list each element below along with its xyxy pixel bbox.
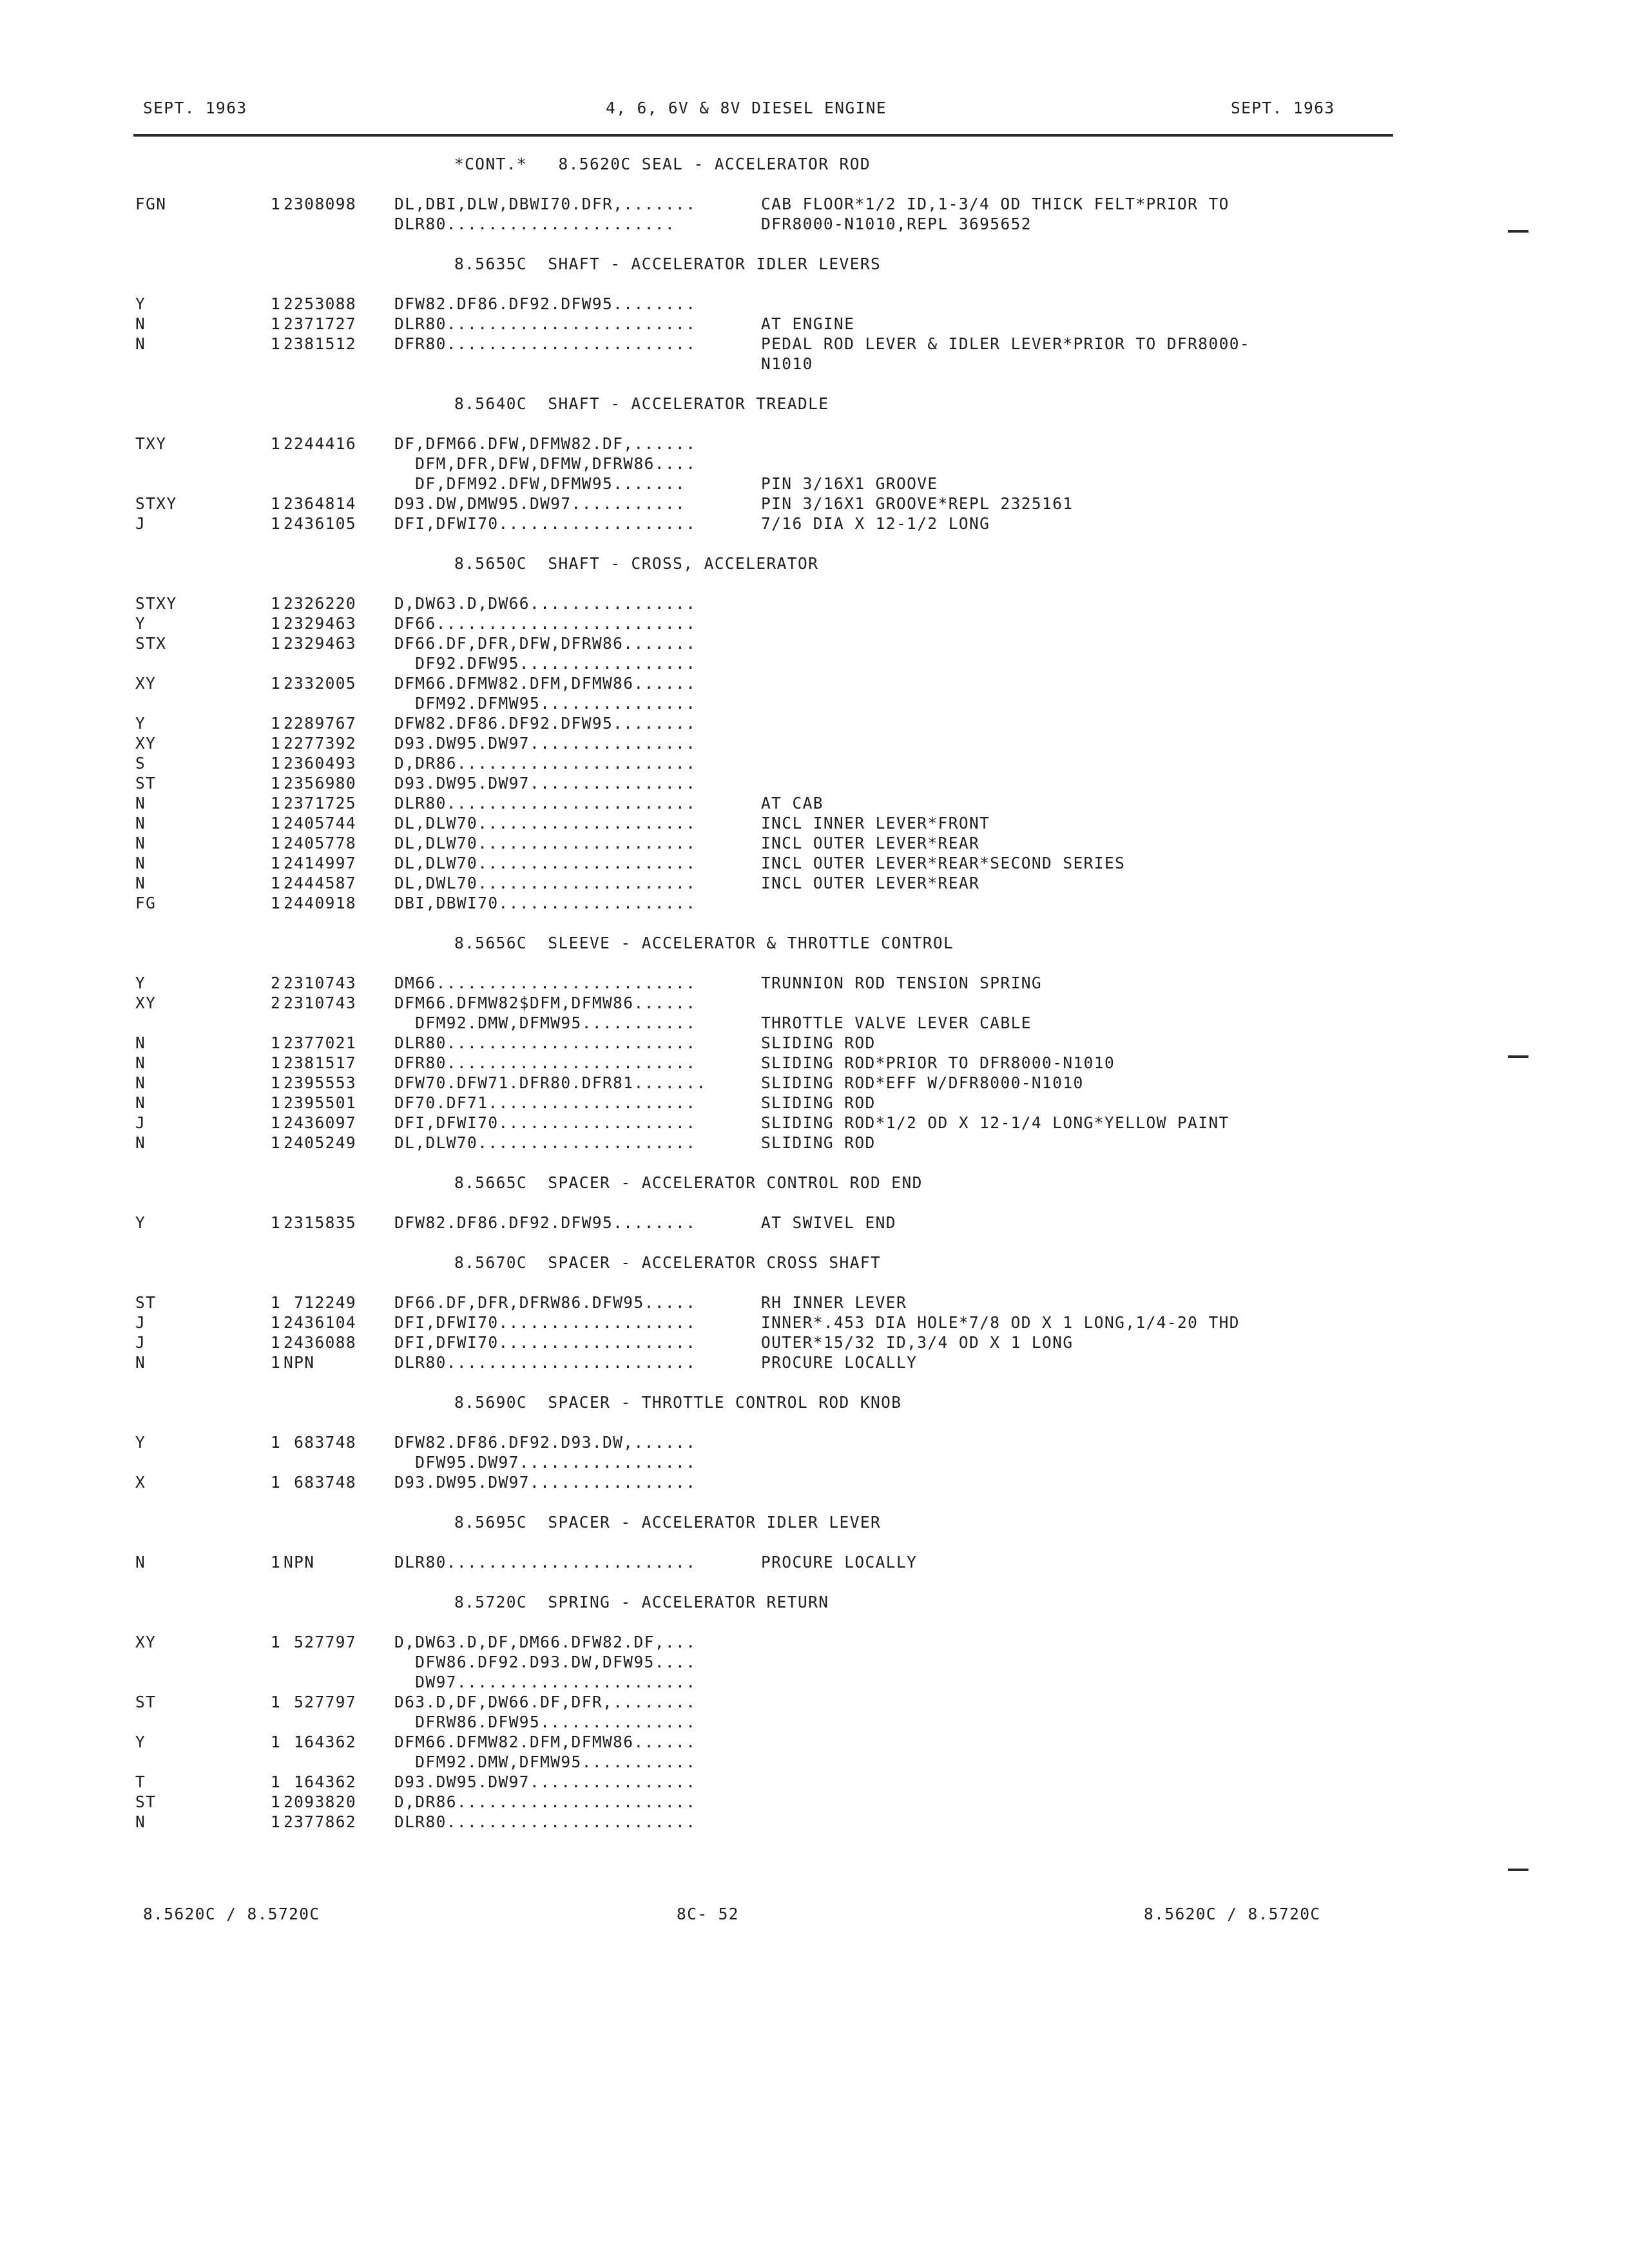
- parts-row: [0, 1552, 1629, 1572]
- catalog-section: [0, 254, 1629, 394]
- part-number: 2360493: [284, 754, 357, 773]
- application: D93.DW95.DW97................: [394, 1773, 697, 1791]
- parts-row: [0, 813, 1629, 833]
- footer-center: 8C- 52: [677, 1905, 739, 1923]
- part-number: 2329463: [284, 614, 357, 633]
- model-code: N: [135, 874, 146, 892]
- section-title: 8.5665C SPACER - ACCELERATOR CONTROL ROD END: [454, 1173, 923, 1192]
- quantity: 1: [271, 634, 282, 653]
- quantity: 1: [271, 874, 282, 892]
- model-code: XY: [135, 674, 157, 693]
- parts-row: [0, 1213, 1629, 1233]
- application: DL,DLW70.....................: [394, 814, 697, 832]
- application: DF92.DFW95.................: [394, 654, 697, 673]
- model-code: FG: [135, 894, 157, 912]
- model-code: X: [135, 1473, 146, 1492]
- remarks: RH INNER LEVER: [761, 1293, 907, 1312]
- parts-list: [0, 154, 1629, 1832]
- quantity: 1: [271, 434, 282, 453]
- header-rule: [133, 134, 1393, 137]
- parts-row: [0, 1632, 1629, 1652]
- quantity: 1: [271, 314, 282, 333]
- quantity: 1: [271, 834, 282, 852]
- application: D,DW63.D,DW66................: [394, 594, 697, 613]
- remarks: PROCURE LOCALLY: [761, 1353, 918, 1372]
- part-number: 2364814: [284, 494, 357, 513]
- remarks: THROTTLE VALVE LEVER CABLE: [761, 1014, 1032, 1032]
- application: DFW82.DF86.DF92.DFW95........: [394, 714, 697, 733]
- model-code: N: [135, 1133, 146, 1152]
- quantity: 1: [271, 1792, 282, 1811]
- model-code: Y: [135, 974, 146, 992]
- quantity: 1: [271, 1433, 282, 1452]
- remarks: INCL INNER LEVER*FRONT: [761, 814, 990, 832]
- margin-mark: [1508, 230, 1528, 233]
- section-title: 8.5695C SPACER - ACCELERATOR IDLER LEVER: [454, 1513, 882, 1532]
- model-code: N: [135, 1553, 146, 1571]
- model-code: N: [135, 1353, 146, 1372]
- model-code: N: [135, 854, 146, 872]
- part-number: 2381517: [284, 1053, 357, 1072]
- quantity: 1: [271, 1293, 282, 1312]
- part-number: 2395553: [284, 1073, 357, 1092]
- application: DL,DLW70.....................: [394, 854, 697, 872]
- application: DL,DBI,DLW,DBWI70.DFR,.......: [394, 195, 697, 213]
- quantity: 1: [271, 1073, 282, 1092]
- application: DFM92.DMW,DFMW95...........: [394, 1014, 697, 1032]
- model-code: N: [135, 1033, 146, 1052]
- part-number: 2444587: [284, 874, 357, 892]
- header-center: 4, 6, 6V & 8V DIESEL ENGINE: [606, 99, 887, 117]
- quantity: 1: [271, 1633, 282, 1651]
- parts-row: [0, 454, 1629, 474]
- parts-row: [0, 214, 1629, 234]
- parts-row: [0, 593, 1629, 613]
- remarks: PROCURE LOCALLY: [761, 1553, 918, 1571]
- part-number: NPN: [284, 1353, 315, 1372]
- application: DF,DFM66.DFW,DFMW82.DF,......: [394, 434, 697, 453]
- model-code: S: [135, 754, 146, 773]
- model-code: ST: [135, 1293, 157, 1312]
- parts-row: [0, 314, 1629, 334]
- part-number: 2310743: [284, 994, 357, 1012]
- part-number: 2093820: [284, 1792, 357, 1811]
- catalog-section: [0, 1592, 1629, 1832]
- remarks: SLIDING ROD*EFF W/DFR8000-N1010: [761, 1073, 1084, 1092]
- parts-row: [0, 693, 1629, 713]
- quantity: 1: [271, 814, 282, 832]
- model-code: N: [135, 1812, 146, 1831]
- application: DFR80........................: [394, 334, 697, 353]
- quantity: 1: [271, 1053, 282, 1072]
- model-code: STXY: [135, 594, 177, 613]
- model-code: ST: [135, 1792, 157, 1811]
- catalog-section: [0, 933, 1629, 1173]
- application: DF70.DF71....................: [394, 1093, 697, 1112]
- model-code: N: [135, 814, 146, 832]
- application: DFW82.DF86.DF92.DFW95........: [394, 1213, 697, 1232]
- model-code: N: [135, 834, 146, 852]
- remarks: AT CAB: [761, 794, 824, 812]
- quantity: 1: [271, 734, 282, 753]
- model-code: FGN: [135, 195, 167, 213]
- quantity: 1: [271, 1313, 282, 1332]
- application: D,DR86.......................: [394, 754, 697, 773]
- remarks: 7/16 DIA X 12-1/2 LONG: [761, 514, 990, 533]
- remarks: PIN 3/16X1 GROOVE: [761, 474, 938, 493]
- model-code: XY: [135, 734, 157, 753]
- quantity: 1: [271, 1812, 282, 1831]
- parts-row: [0, 1472, 1629, 1492]
- application: DL,DLW70.....................: [394, 834, 697, 852]
- parts-row: [0, 294, 1629, 314]
- part-number: 2308098: [284, 195, 357, 213]
- parts-row: [0, 833, 1629, 853]
- part-number: 2329463: [284, 634, 357, 653]
- application: DFM66.DFMW82.DFM,DFMW86......: [394, 674, 697, 693]
- application: DFM66.DFMW82.DFM,DFMW86......: [394, 1733, 697, 1751]
- parts-row: [0, 733, 1629, 753]
- remarks: INCL OUTER LEVER*REAR*SECOND SERIES: [761, 854, 1126, 872]
- quantity: 1: [271, 1693, 282, 1711]
- application: DFI,DFWI70...................: [394, 1333, 697, 1352]
- application: DLR80........................: [394, 1353, 697, 1372]
- quantity: 1: [271, 774, 282, 793]
- model-code: N: [135, 1093, 146, 1112]
- section-title: 8.5656C SLEEVE - ACCELERATOR & THROTTLE CONTROL: [454, 934, 954, 952]
- parts-row: [0, 853, 1629, 873]
- application: D93.DW95.DW97................: [394, 1473, 697, 1492]
- application: DLR80........................: [394, 1812, 697, 1831]
- parts-row: [0, 354, 1629, 374]
- part-number: 2371727: [284, 314, 357, 333]
- quantity: 2: [271, 994, 282, 1012]
- parts-row: [0, 1652, 1629, 1672]
- quantity: 1: [271, 514, 282, 533]
- margin-mark: [1508, 1055, 1528, 1058]
- model-code: J: [135, 1313, 146, 1332]
- model-code: N: [135, 794, 146, 812]
- margin-mark: [1508, 1869, 1528, 1871]
- application: DL,DLW70.....................: [394, 1133, 697, 1152]
- remarks: PEDAL ROD LEVER & IDLER LEVER*PRIOR TO DFR8000-: [761, 334, 1251, 353]
- part-number: 2289767: [284, 714, 357, 733]
- application: DLR80........................: [394, 314, 697, 333]
- quantity: 1: [271, 614, 282, 633]
- remarks: SLIDING ROD*1/2 OD X 12-1/4 LONG*YELLOW PAINT: [761, 1113, 1229, 1132]
- application: DFR80........................: [394, 1053, 697, 1072]
- quantity: 1: [271, 794, 282, 812]
- application: DFW82.DF86.DF92.DFW95........: [394, 294, 697, 313]
- application: DM66.........................: [394, 974, 697, 992]
- remarks: INCL OUTER LEVER*REAR: [761, 834, 980, 852]
- part-number: 2377021: [284, 1033, 357, 1052]
- application: DLR80......................: [394, 215, 676, 233]
- quantity: 1: [271, 1553, 282, 1571]
- parts-row: [0, 1752, 1629, 1772]
- application: DF66.DF,DFR,DFW,DFRW86.......: [394, 634, 697, 653]
- parts-row: [0, 474, 1629, 494]
- parts-row: [0, 1133, 1629, 1153]
- remarks: CAB FLOOR*1/2 ID,1-3/4 OD THICK FELT*PRIOR TO: [761, 195, 1229, 213]
- remarks: PIN 3/16X1 GROOVE*REPL 2325161: [761, 494, 1074, 513]
- parts-row: [0, 1332, 1629, 1352]
- remarks: SLIDING ROD*PRIOR TO DFR8000-N1010: [761, 1053, 1115, 1072]
- quantity: 1: [271, 195, 282, 213]
- parts-row: [0, 973, 1629, 993]
- part-number: 712249: [284, 1293, 357, 1312]
- application: DFRW86.DFW95...............: [394, 1713, 697, 1731]
- remarks: N1010: [761, 354, 813, 373]
- model-code: ST: [135, 774, 157, 793]
- quantity: 1: [271, 594, 282, 613]
- part-number: 164362: [284, 1773, 357, 1791]
- section-title: 8.5635C SHAFT - ACCELERATOR IDLER LEVERS: [454, 255, 882, 273]
- model-code: N: [135, 334, 146, 353]
- model-code: N: [135, 1053, 146, 1072]
- application: DFM,DFR,DFW,DFMW,DFRW86....: [394, 454, 697, 473]
- model-code: STX: [135, 634, 167, 653]
- parts-row: [0, 1352, 1629, 1372]
- parts-row: [0, 653, 1629, 673]
- remarks: SLIDING ROD: [761, 1033, 876, 1052]
- parts-row: [0, 893, 1629, 913]
- parts-row: [0, 713, 1629, 733]
- parts-row: [0, 1432, 1629, 1452]
- quantity: 1: [271, 714, 282, 733]
- model-code: ST: [135, 1693, 157, 1711]
- part-number: 2405744: [284, 814, 357, 832]
- parts-row: [0, 1812, 1629, 1832]
- model-code: N: [135, 1073, 146, 1092]
- quantity: 1: [271, 1113, 282, 1132]
- footer-right: 8.5620C / 8.5720C: [1144, 1905, 1321, 1923]
- part-number: 2315835: [284, 1213, 357, 1232]
- part-number: 164362: [284, 1733, 357, 1751]
- parts-row: [0, 194, 1629, 214]
- application: D93.DW95.DW97................: [394, 774, 697, 793]
- catalog-section: [0, 1392, 1629, 1512]
- catalog-section: [0, 394, 1629, 553]
- model-code: Y: [135, 1213, 146, 1232]
- application: DF66.........................: [394, 614, 697, 633]
- parts-row: [0, 1712, 1629, 1732]
- parts-row: [0, 1093, 1629, 1113]
- parts-row: [0, 1053, 1629, 1073]
- remarks: AT SWIVEL END: [761, 1213, 896, 1232]
- application: D93.DW95.DW97................: [394, 734, 697, 753]
- parts-row: [0, 1732, 1629, 1752]
- model-code: XY: [135, 994, 157, 1012]
- application: D,DW63.D,DF,DM66.DFW82.DF,...: [394, 1633, 697, 1651]
- application: DFW95.DW97.................: [394, 1453, 697, 1472]
- parts-row: [0, 334, 1629, 354]
- quantity: 1: [271, 1733, 282, 1751]
- quantity: 1: [271, 1213, 282, 1232]
- part-number: 2436097: [284, 1113, 357, 1132]
- parts-row: [0, 1672, 1629, 1692]
- part-number: 2326220: [284, 594, 357, 613]
- catalog-section: [0, 1512, 1629, 1592]
- quantity: 1: [271, 1333, 282, 1352]
- quantity: 1: [271, 674, 282, 693]
- quantity: 1: [271, 294, 282, 313]
- quantity: 1: [271, 754, 282, 773]
- part-number: 2414997: [284, 854, 357, 872]
- header-left: SEPT. 1963: [143, 99, 247, 117]
- application: D63.D,DF,DW66.DF,DFR,........: [394, 1693, 697, 1711]
- model-code: J: [135, 1333, 146, 1352]
- quantity: 1: [271, 854, 282, 872]
- quantity: 1: [271, 1033, 282, 1052]
- parts-row: [0, 514, 1629, 533]
- parts-row: [0, 613, 1629, 633]
- parts-row: [0, 1692, 1629, 1712]
- part-number: 2436104: [284, 1313, 357, 1332]
- quantity: 1: [271, 494, 282, 513]
- catalog-section: [0, 1253, 1629, 1392]
- part-number: 2371725: [284, 794, 357, 812]
- parts-row: [0, 633, 1629, 653]
- section-title: 8.5670C SPACER - ACCELERATOR CROSS SHAFT: [454, 1253, 882, 1272]
- part-number: 2381512: [284, 334, 357, 353]
- parts-row: [0, 1113, 1629, 1133]
- model-code: Y: [135, 1433, 146, 1452]
- catalog-section: [0, 1173, 1629, 1253]
- remarks: INNER*.453 DIA HOLE*7/8 OD X 1 LONG,1/4-20 THD: [761, 1313, 1240, 1332]
- parts-row: [0, 1452, 1629, 1472]
- part-number: 2356980: [284, 774, 357, 793]
- model-code: Y: [135, 294, 146, 313]
- application: DFW82.DF86.DF92.D93.DW,......: [394, 1433, 697, 1452]
- quantity: 1: [271, 334, 282, 353]
- application: DW97.......................: [394, 1673, 697, 1691]
- catalog-section: [0, 553, 1629, 933]
- application: DFW86.DF92.D93.DW,DFW95....: [394, 1653, 697, 1671]
- part-number: 683748: [284, 1433, 357, 1452]
- remarks: TRUNNION ROD TENSION SPRING: [761, 974, 1043, 992]
- application: DBI,DBWI70...................: [394, 894, 697, 912]
- part-number: 527797: [284, 1633, 357, 1651]
- parts-row: [0, 1073, 1629, 1093]
- model-code: J: [135, 1113, 146, 1132]
- section-title: 8.5640C SHAFT - ACCELERATOR TREADLE: [454, 394, 829, 413]
- application: DF66.DF,DFR,DFRW86.DFW95.....: [394, 1293, 697, 1312]
- part-number: NPN: [284, 1553, 315, 1571]
- parts-row: [0, 1293, 1629, 1312]
- remarks: SLIDING ROD: [761, 1093, 876, 1112]
- application: D93.DW,DMW95.DW97...........: [394, 494, 686, 513]
- parts-row: [0, 1312, 1629, 1332]
- section-title: 8.5690C SPACER - THROTTLE CONTROL ROD KNOB: [454, 1393, 902, 1412]
- application: DFM92.DMW,DFMW95...........: [394, 1753, 697, 1771]
- parts-row: [0, 773, 1629, 793]
- part-number: 2310743: [284, 974, 357, 992]
- parts-row: [0, 1792, 1629, 1812]
- application: DFM66.DFMW82$DFM,DFMW86......: [394, 994, 697, 1012]
- model-code: N: [135, 314, 146, 333]
- part-number: 2436105: [284, 514, 357, 533]
- model-code: Y: [135, 1733, 146, 1751]
- model-code: TXY: [135, 434, 167, 453]
- part-number: 683748: [284, 1473, 357, 1492]
- footer-left: 8.5620C / 8.5720C: [143, 1905, 320, 1923]
- parts-row: [0, 1772, 1629, 1792]
- parts-row: [0, 873, 1629, 893]
- part-number: 2405778: [284, 834, 357, 852]
- parts-row: [0, 673, 1629, 693]
- parts-row: [0, 434, 1629, 454]
- part-number: 2440918: [284, 894, 357, 912]
- parts-row: [0, 993, 1629, 1013]
- quantity: 1: [271, 1473, 282, 1492]
- model-code: T: [135, 1773, 146, 1791]
- remarks: INCL OUTER LEVER*REAR: [761, 874, 980, 892]
- remarks: DFR8000-N1010,REPL 3695652: [761, 215, 1032, 233]
- remarks: SLIDING ROD: [761, 1133, 876, 1152]
- quantity: 1: [271, 1773, 282, 1791]
- application: DL,DWL70.....................: [394, 874, 697, 892]
- model-code: J: [135, 514, 146, 533]
- application: DLR80........................: [394, 1553, 697, 1571]
- quantity: 1: [271, 1353, 282, 1372]
- part-number: 2377862: [284, 1812, 357, 1831]
- section-title: 8.5720C SPRING - ACCELERATOR RETURN: [454, 1593, 829, 1611]
- application: DFI,DFWI70...................: [394, 1113, 697, 1132]
- part-number: 2244416: [284, 434, 357, 453]
- application: DLR80........................: [394, 794, 697, 812]
- application: DFI,DFWI70...................: [394, 1313, 697, 1332]
- model-code: XY: [135, 1633, 157, 1651]
- part-number: 2405249: [284, 1133, 357, 1152]
- part-number: 2436088: [284, 1333, 357, 1352]
- application: DF,DFM92.DFW,DFMW95.......: [394, 474, 686, 493]
- model-code: STXY: [135, 494, 177, 513]
- part-number: 2277392: [284, 734, 357, 753]
- application: DFW70.DFW71.DFR80.DFR81.......: [394, 1073, 707, 1092]
- quantity: 1: [271, 1133, 282, 1152]
- parts-row: [0, 793, 1629, 813]
- application: DFM92.DFMW95...............: [394, 694, 697, 713]
- part-number: 527797: [284, 1693, 357, 1711]
- application: DFI,DFWI70...................: [394, 514, 697, 533]
- model-code: Y: [135, 714, 146, 733]
- part-number: 2253088: [284, 294, 357, 313]
- application: DLR80........................: [394, 1033, 697, 1052]
- section-title: *CONT.* 8.5620C SEAL - ACCELERATOR ROD: [454, 155, 871, 173]
- catalog-section: [0, 154, 1629, 254]
- parts-row: [0, 1033, 1629, 1053]
- parts-row: [0, 753, 1629, 773]
- part-number: 2395501: [284, 1093, 357, 1112]
- quantity: 1: [271, 1093, 282, 1112]
- model-code: Y: [135, 614, 146, 633]
- part-number: 2332005: [284, 674, 357, 693]
- quantity: 1: [271, 894, 282, 912]
- application: D,DR86.......................: [394, 1792, 697, 1811]
- remarks: OUTER*15/32 ID,3/4 OD X 1 LONG: [761, 1333, 1074, 1352]
- parts-row: [0, 1013, 1629, 1033]
- remarks: AT ENGINE: [761, 314, 855, 333]
- section-title: 8.5650C SHAFT - CROSS, ACCELERATOR: [454, 554, 819, 573]
- header-right: SEPT. 1963: [1231, 99, 1335, 117]
- parts-row: [0, 494, 1629, 514]
- quantity: 2: [271, 974, 282, 992]
